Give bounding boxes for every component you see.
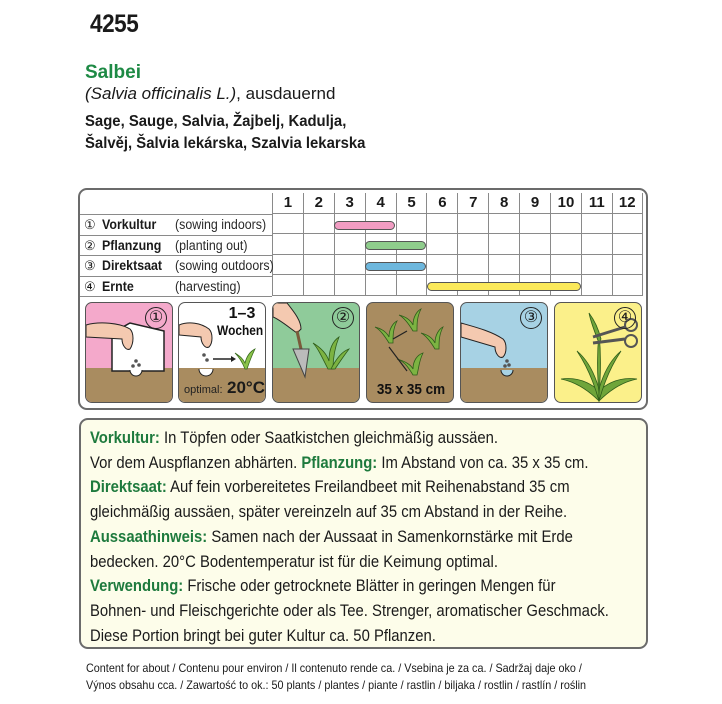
footer-line-1: Content for about / Contenu pour environ / Il contenuto rende ca. / Vsebina je za ca. / Sadržaj daje oko /	[86, 661, 582, 675]
instruction-line: Aussaathinweis: Samen nach der Aussaat in Samenkornstärke mit Erde	[90, 527, 573, 546]
grid-row	[272, 234, 643, 255]
month-8: 8	[488, 193, 519, 214]
bar-vorkultur	[334, 221, 395, 230]
step-3-icon: ③	[84, 258, 96, 273]
instruction-line: Vorkultur: In Töpfen oder Saatkistchen gleichmäßig aussäen.	[90, 429, 499, 447]
instruction-line: gleichmäßig aussäen, später vereinzeln auf 35 cm Abstand in der Reihe.	[90, 503, 568, 522]
footer-line-2: Výnos obsahu cca. / Zawartość to ok.: 50 plants / plantes / piante / rastlin / biljaka / rostlin / rastlín / roślin	[86, 678, 587, 692]
germination-weeks-label: Wochen	[217, 322, 264, 338]
latin-suffix: , ausdauernd	[236, 84, 336, 103]
aliases	[85, 111, 365, 155]
month-7: 7	[457, 193, 488, 214]
panel-harvest	[554, 302, 642, 403]
latin-name-line	[85, 84, 335, 104]
bar-direktsaat	[365, 262, 426, 271]
month-9: 9	[519, 193, 550, 214]
month-3: 3	[334, 193, 365, 214]
latin-name: (Salvia officinalis L.)	[85, 84, 237, 103]
month-2: 2	[303, 193, 334, 214]
month-4: 4	[365, 193, 396, 214]
instruction-line: Vor dem Auspflanzen abhärten. Pflanzung: Im Abstand von ca. 35 x 35 cm.	[90, 453, 589, 472]
month-12: 12	[612, 193, 643, 214]
step-2-icon: ②	[84, 238, 96, 253]
month-grid	[272, 193, 643, 296]
optimal-temp: optimal: 20°C	[184, 378, 265, 397]
instructions-box	[79, 418, 648, 649]
row-label-direktsaat: ③ Direktsaat (sowing outdoors)	[84, 256, 282, 276]
instruction-line: Bohnen- und Fleischgerichte oder als Tee. Strenger, aromatischer Geschmack.	[90, 601, 609, 620]
grid-row	[272, 214, 643, 235]
month-1: 1	[272, 193, 303, 214]
step-3-badge: ③	[520, 307, 542, 329]
germination-weeks-number: 1–3	[228, 305, 256, 322]
product-name: Salbei	[85, 62, 141, 83]
row-label-pflanzung: ② Pflanzung (planting out)	[84, 236, 254, 256]
aliases-line-1: Sage, Sauge, Salvia, Žajbelj, Kadulja,	[85, 113, 347, 130]
step-2-badge: ②	[332, 307, 354, 329]
row-label-vorkultur: ① Vorkultur (sowing indoors)	[84, 215, 274, 235]
step-4-icon: ④	[84, 279, 96, 294]
panel-germination	[178, 302, 266, 403]
step-1-icon: ①	[84, 217, 96, 232]
step-1-badge: ①	[145, 307, 167, 329]
panel-sowing-indoors	[85, 302, 173, 403]
instruction-line: Direktsaat: Auf fein vorbereitetes Freilandbeet mit Reihenabstand 35 cm	[90, 478, 570, 497]
month-10: 10	[550, 193, 581, 214]
instruction-line: bedecken. 20°C Bodentemperatur ist für die Keimung optimal.	[90, 552, 498, 571]
grid-row	[272, 255, 643, 276]
content-footer	[86, 660, 586, 694]
month-11: 11	[581, 193, 612, 214]
product-code: 4255	[90, 10, 139, 38]
step-4-badge: ④	[614, 307, 636, 329]
panel-sowing-outdoors	[460, 302, 548, 403]
month-5: 5	[396, 193, 427, 214]
aliases-line-2: Šalvěj, Šalvia lekárska, Szalvia lekarska	[85, 135, 366, 152]
month-header-row	[272, 193, 643, 214]
panel-spacing	[366, 302, 454, 403]
month-6: 6	[426, 193, 457, 214]
bar-pflanzung	[365, 241, 426, 250]
instruction-line: Verwendung: Frische oder getrocknete Blätter in geringen Mengen für	[90, 577, 556, 596]
instruction-line: Diese Portion bringt bei guter Kultur ca. 50 Pflanzen.	[90, 626, 436, 645]
panel-planting-out	[272, 302, 360, 403]
bar-ernte	[427, 282, 581, 291]
row-label-ernte: ④ Ernte (harvesting)	[84, 277, 246, 297]
spacing-label: 35 x 35 cm	[376, 381, 446, 398]
